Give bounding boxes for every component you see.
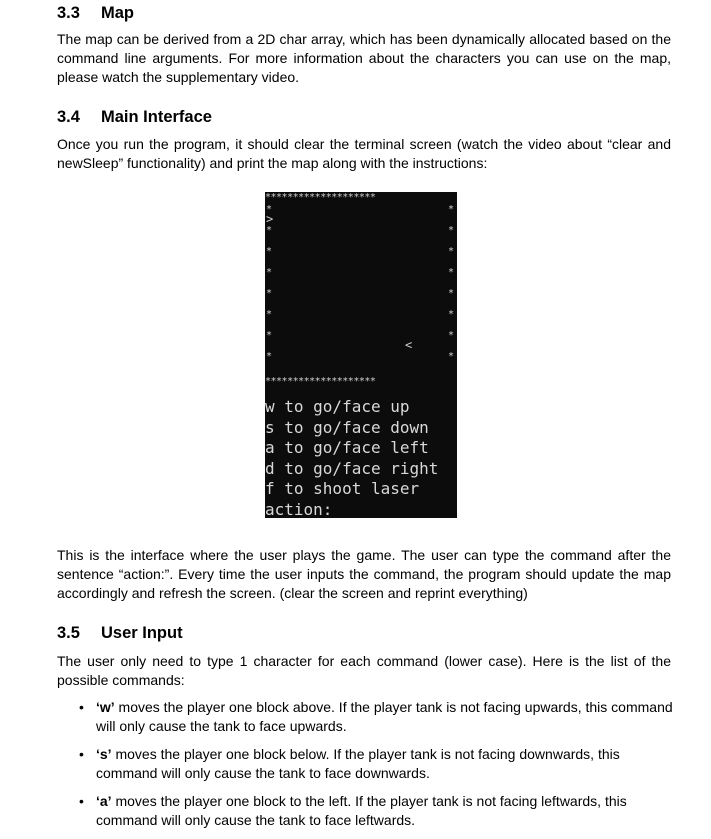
section-heading-3-5	[57, 624, 183, 643]
section-title: User Input	[101, 624, 183, 642]
bullet-icon: •	[79, 746, 84, 762]
terminal-screenshot	[265, 192, 457, 518]
map-wall-char: *	[266, 225, 273, 236]
map-wall-char: *	[448, 309, 455, 320]
map-wall-char: *	[448, 204, 455, 215]
instruction-line: f to shoot laser	[265, 479, 420, 498]
instruction-list	[265, 397, 438, 518]
section-3-3-paragraph: The map can be derived from a 2D char array, which has been dynamically allocated based on the command line arguments. For more information about the characters you can use on the map, please watch the supplementary video.	[57, 31, 671, 85]
map-wall-char: *	[266, 330, 273, 341]
section-3-4-description: This is the interface where the user plays the game. The user can type the command after the sentence “action:”. Every time the user inputs the command, the program should update the map accordingly and refresh the screen. (clear the screen and reprint everything)	[57, 547, 671, 601]
section-title: Main Interface	[101, 108, 212, 126]
section-3-5-paragraph: The user only need to type 1 character for each command (lower case). Here is the list of the possible commands:	[57, 653, 671, 688]
map-border-top: ********************	[265, 192, 376, 203]
map-wall-char: *	[448, 225, 455, 236]
map-wall-char: *	[448, 288, 455, 299]
section-heading-3-4	[57, 108, 212, 127]
instruction-line: d to go/face right	[265, 458, 439, 478]
map-wall-char: *	[448, 246, 455, 257]
section-heading-3-3	[57, 4, 134, 23]
command-item-s	[79, 745, 679, 783]
section-number: 3.5	[57, 624, 80, 642]
map-border-bottom: ********************	[265, 376, 376, 387]
map-wall-char: *	[266, 204, 273, 215]
map-wall-char: *	[448, 330, 455, 341]
instruction-line: w to go/face up	[265, 397, 410, 416]
command-key: ‘s’	[96, 746, 112, 762]
section-title: Map	[101, 4, 134, 22]
player-tank: <	[405, 338, 413, 352]
map-wall-char: *	[266, 309, 273, 320]
map-wall-char: *	[448, 267, 455, 278]
action-prompt: action:	[265, 499, 333, 518]
bullet-icon: •	[79, 793, 84, 809]
instruction-line: s to go/face down	[265, 417, 429, 437]
map-wall-char: *	[266, 351, 273, 362]
command-description: moves the player one block below. If the player tank is not facing downwards, this command will only cause the tank to face downwards.	[96, 746, 620, 781]
instruction-line: a to go/face left	[265, 438, 429, 457]
map-wall-char: *	[266, 246, 273, 257]
command-key: ‘w’	[96, 699, 115, 715]
command-item-a	[79, 792, 679, 830]
prompt-marker: >	[266, 212, 274, 226]
section-number: 3.4	[57, 108, 80, 126]
command-item-w	[79, 698, 679, 736]
command-description: moves the player one block above. If the player tank is not facing upwards, this command will only cause the tank to face upwards.	[96, 699, 673, 734]
map-wall-char: *	[266, 288, 273, 299]
section-number: 3.3	[57, 4, 80, 22]
section-3-4-paragraph: Once you run the program, it should clear the terminal screen (watch the video about “clear and newSleep” functionality) and print the map along with the instructions:	[57, 136, 671, 171]
command-list	[79, 698, 679, 839]
command-key: ‘a’	[96, 793, 112, 809]
command-description: moves the player one block to the left. If the player tank is not facing leftwards, this command will only cause the tank to face leftwards.	[96, 793, 627, 828]
map-wall-char: *	[448, 351, 455, 362]
map-wall-char: *	[266, 267, 273, 278]
bullet-icon: •	[79, 699, 84, 715]
